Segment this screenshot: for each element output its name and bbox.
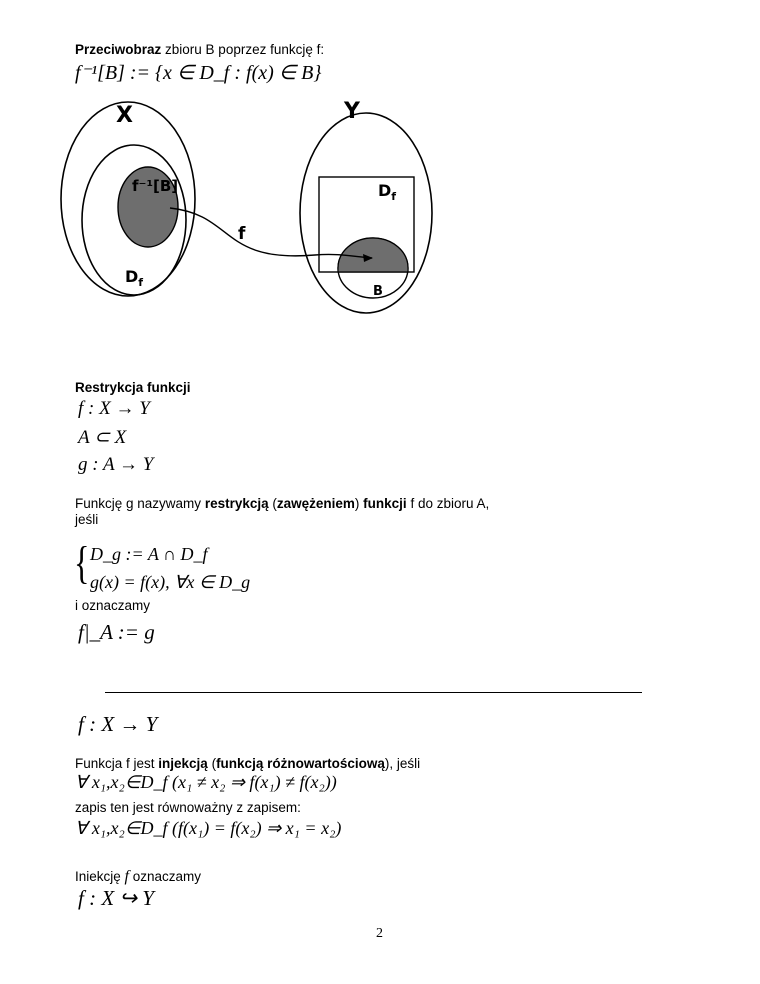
- restriction-line3: g : A → Y: [78, 454, 154, 475]
- label-x: X: [116, 103, 133, 128]
- injection-formula1: ∀ x₁,x₂∈D_f (x₁ ≠ x₂ ⇒ f(x₁) ≠ f(x₂)): [75, 772, 337, 792]
- preimage-heading: [75, 42, 324, 57]
- condition-equality: g(x) = f(x), ∀x ∈ D_g: [90, 572, 251, 592]
- page-number: 2: [376, 926, 383, 941]
- label-b: B: [373, 284, 383, 299]
- label-df-left: $D_f$: [125, 267, 144, 289]
- injection-signature: f : X → Y: [78, 712, 158, 736]
- injection-paragraph: Funkcja f jest injekcją (funkcją różnowartościową), jeśli: [75, 756, 421, 771]
- condition-brace: {: [74, 537, 90, 588]
- condition-domain: D_g := A ∩ D_f: [90, 544, 208, 564]
- label-df-right: $D_f$: [378, 181, 397, 203]
- restriction-paragraph: Funkcję g nazywamy restrykcją (zawężeniem) funkcji f do zbioru A,: [75, 496, 490, 511]
- preimage-heading-rest: zbioru B poprzez funkcję f:: [161, 42, 325, 57]
- restriction-line1: f : X → Y: [78, 398, 150, 419]
- injection-notation: f : X ↪ Y: [78, 886, 154, 910]
- section-divider: [105, 692, 642, 693]
- preimage-formula: f⁻¹[B] := {x ∈ D_f : f(x) ∈ B}: [75, 62, 322, 84]
- set-y-ellipse: [300, 113, 432, 313]
- notation-intro: i oznaczamy: [75, 598, 151, 613]
- equivalence-text: zapis ten jest równoważny z zapisem:: [75, 800, 301, 815]
- label-y: Y: [344, 99, 360, 124]
- restriction-line2: A ⊂ X: [78, 427, 127, 448]
- preimage-heading-bold: Przeciwobraz: [75, 42, 162, 57]
- preimage-diagram: [60, 95, 460, 320]
- injection-formula2: ∀ x₁,x₂∈D_f (f(x₁) = f(x₂) ⇒ x₁ = x₂): [75, 818, 342, 838]
- label-preimage: f⁻¹[B]: [132, 177, 179, 195]
- label-f: f: [238, 224, 246, 244]
- mapping-arrow-f: [170, 208, 372, 258]
- restriction-paragraph-line2: jeśli: [75, 512, 99, 527]
- restriction-heading: Restrykcja funkcji: [75, 380, 191, 395]
- injection-notation-intro: Iniekcję f oznaczamy: [75, 868, 202, 885]
- restriction-notation: f|_A := g: [78, 620, 155, 644]
